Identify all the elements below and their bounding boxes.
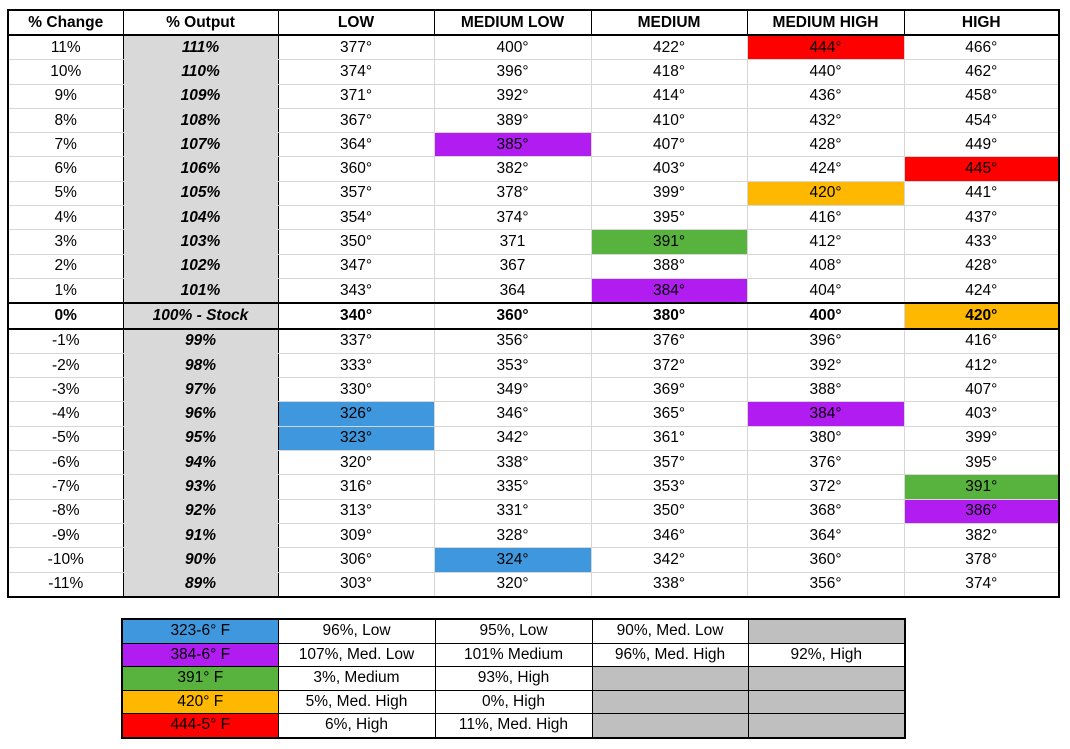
cell-medium-low: 385° xyxy=(434,133,591,157)
cell-pct-change: -6% xyxy=(8,451,123,475)
legend-empty-cell xyxy=(748,714,905,738)
cell-pct-output: 110% xyxy=(123,60,278,84)
cell-pct-change: 8% xyxy=(8,108,123,132)
cell-pct-change: -11% xyxy=(8,572,123,597)
cell-medium-low: 378° xyxy=(434,181,591,205)
cell-medium-high: 440° xyxy=(747,60,904,84)
cell-medium-high: 376° xyxy=(747,451,904,475)
cell-medium-high: 416° xyxy=(747,206,904,230)
legend-color-label: 384-6° F xyxy=(122,643,278,667)
column-header-medium: MEDIUM xyxy=(591,10,747,35)
cell-medium-high: 392° xyxy=(747,353,904,377)
cell-low: 347° xyxy=(278,254,434,278)
cell-medium-high: 444° xyxy=(747,35,904,60)
cell-high: 407° xyxy=(904,378,1059,402)
legend-empty-cell xyxy=(748,619,905,643)
cell-pct-change: 2% xyxy=(8,254,123,278)
cell-medium: 418° xyxy=(591,60,747,84)
cell-pct-output: 111% xyxy=(123,35,278,60)
cell-medium-low: 328° xyxy=(434,523,591,547)
cell-low: 377° xyxy=(278,35,434,60)
cell-medium-low: 346° xyxy=(434,402,591,426)
legend-entry: 11%, Med. High xyxy=(435,714,592,738)
legend-row xyxy=(122,667,905,691)
cell-medium: 361° xyxy=(591,426,747,450)
cell-pct-change: 10% xyxy=(8,60,123,84)
cell-low: 330° xyxy=(278,378,434,402)
cell-medium: 365° xyxy=(591,402,747,426)
cell-pct-change: 3% xyxy=(8,230,123,254)
cell-medium-high: 384° xyxy=(747,402,904,426)
cell-low: 340° xyxy=(278,303,434,328)
cell-medium-high: 356° xyxy=(747,572,904,597)
table-row xyxy=(8,157,1059,181)
cell-pct-change: 9% xyxy=(8,84,123,108)
cell-medium: 357° xyxy=(591,451,747,475)
cell-medium-low: 331° xyxy=(434,499,591,523)
cell-pct-output: 109% xyxy=(123,84,278,108)
table-row xyxy=(8,499,1059,523)
cell-pct-output: 107% xyxy=(123,133,278,157)
cell-medium: 353° xyxy=(591,475,747,499)
cell-high: 462° xyxy=(904,60,1059,84)
cell-low: 306° xyxy=(278,548,434,572)
legend-entry: 95%, Low xyxy=(435,619,592,643)
cell-high: 382° xyxy=(904,523,1059,547)
cell-medium: 369° xyxy=(591,378,747,402)
cell-high: 386° xyxy=(904,499,1059,523)
legend-row xyxy=(122,643,905,667)
temperature-output-table xyxy=(7,9,1060,598)
column-header-low: LOW xyxy=(278,10,434,35)
legend-color-label: 323-6° F xyxy=(122,619,278,643)
color-legend-table xyxy=(121,618,906,739)
cell-medium-low: 360° xyxy=(434,303,591,328)
cell-medium-low: 353° xyxy=(434,353,591,377)
table-row xyxy=(8,475,1059,499)
cell-medium-high: 364° xyxy=(747,523,904,547)
cell-low: 371° xyxy=(278,84,434,108)
cell-medium-low: 396° xyxy=(434,60,591,84)
cell-high: 428° xyxy=(904,254,1059,278)
table-row xyxy=(8,378,1059,402)
cell-low: 350° xyxy=(278,230,434,254)
legend-row xyxy=(122,619,905,643)
legend-entry: 96%, Low xyxy=(278,619,435,643)
cell-medium: 372° xyxy=(591,353,747,377)
cell-pct-output: 102% xyxy=(123,254,278,278)
cell-medium-low: 335° xyxy=(434,475,591,499)
table-row xyxy=(8,278,1059,303)
cell-low: 309° xyxy=(278,523,434,547)
cell-low: 367° xyxy=(278,108,434,132)
column-header-medium-high: MEDIUM HIGH xyxy=(747,10,904,35)
cell-low: 323° xyxy=(278,426,434,450)
cell-medium-high: 428° xyxy=(747,133,904,157)
table-row xyxy=(8,84,1059,108)
cell-low: 354° xyxy=(278,206,434,230)
cell-pct-output: 98% xyxy=(123,353,278,377)
legend-empty-cell xyxy=(748,667,905,691)
table-row xyxy=(8,133,1059,157)
legend-entry: 0%, High xyxy=(435,690,592,714)
cell-pct-change: -8% xyxy=(8,499,123,523)
legend-empty-cell xyxy=(748,690,905,714)
cell-low: 360° xyxy=(278,157,434,181)
cell-medium-high: 396° xyxy=(747,329,904,354)
cell-medium: 376° xyxy=(591,329,747,354)
legend-empty-cell xyxy=(592,667,748,691)
cell-high: 424° xyxy=(904,278,1059,303)
table-row xyxy=(8,353,1059,377)
cell-medium: 342° xyxy=(591,548,747,572)
cell-pct-output: 106% xyxy=(123,157,278,181)
table-row xyxy=(8,108,1059,132)
cell-medium-high: 408° xyxy=(747,254,904,278)
cell-medium: 380° xyxy=(591,303,747,328)
cell-medium-high: 404° xyxy=(747,278,904,303)
cell-medium-high: 424° xyxy=(747,157,904,181)
cell-pct-output: 100% - Stock xyxy=(123,303,278,328)
cell-high: 466° xyxy=(904,35,1059,60)
cell-pct-change: 11% xyxy=(8,35,123,60)
table-row xyxy=(8,548,1059,572)
cell-low: 316° xyxy=(278,475,434,499)
table-row xyxy=(8,426,1059,450)
cell-pct-output: 94% xyxy=(123,451,278,475)
cell-high: 395° xyxy=(904,451,1059,475)
cell-medium-low: 392° xyxy=(434,84,591,108)
cell-high: 458° xyxy=(904,84,1059,108)
column-header-medium-low: MEDIUM LOW xyxy=(434,10,591,35)
legend-entry: 5%, Med. High xyxy=(278,690,435,714)
table-row xyxy=(8,572,1059,597)
cell-pct-output: 104% xyxy=(123,206,278,230)
cell-medium-low: 371 xyxy=(434,230,591,254)
cell-pct-change: -5% xyxy=(8,426,123,450)
cell-high: 454° xyxy=(904,108,1059,132)
column-header-pct-output: % Output xyxy=(123,10,278,35)
cell-medium: 346° xyxy=(591,523,747,547)
cell-high: 412° xyxy=(904,353,1059,377)
cell-pct-change: 4% xyxy=(8,206,123,230)
cell-pct-output: 92% xyxy=(123,499,278,523)
legend-color-label: 420° F xyxy=(122,690,278,714)
table-row xyxy=(8,254,1059,278)
legend-entry: 90%, Med. Low xyxy=(592,619,748,643)
legend-row xyxy=(122,690,905,714)
cell-pct-change: -10% xyxy=(8,548,123,572)
cell-medium-low: 374° xyxy=(434,206,591,230)
cell-medium: 388° xyxy=(591,254,747,278)
cell-pct-output: 105% xyxy=(123,181,278,205)
table-row xyxy=(8,230,1059,254)
cell-pct-change: 5% xyxy=(8,181,123,205)
cell-medium-high: 432° xyxy=(747,108,904,132)
cell-low: 374° xyxy=(278,60,434,84)
cell-pct-output: 93% xyxy=(123,475,278,499)
cell-pct-output: 97% xyxy=(123,378,278,402)
cell-medium-high: 360° xyxy=(747,548,904,572)
table-row xyxy=(8,60,1059,84)
cell-pct-output: 89% xyxy=(123,572,278,597)
cell-medium: 350° xyxy=(591,499,747,523)
column-header-high: HIGH xyxy=(904,10,1059,35)
legend-empty-cell xyxy=(592,714,748,738)
cell-medium: 414° xyxy=(591,84,747,108)
cell-high: 420° xyxy=(904,303,1059,328)
cell-high: 416° xyxy=(904,329,1059,354)
cell-medium-low: 349° xyxy=(434,378,591,402)
cell-pct-change: -3% xyxy=(8,378,123,402)
table-row xyxy=(8,329,1059,354)
cell-high: 441° xyxy=(904,181,1059,205)
cell-pct-output: 101% xyxy=(123,278,278,303)
table-row xyxy=(8,303,1059,328)
cell-low: 333° xyxy=(278,353,434,377)
cell-low: 343° xyxy=(278,278,434,303)
cell-medium: 391° xyxy=(591,230,747,254)
cell-pct-change: 0% xyxy=(8,303,123,328)
cell-medium-low: 320° xyxy=(434,572,591,597)
legend-entry: 6%, High xyxy=(278,714,435,738)
legend-color-label: 444-5° F xyxy=(122,714,278,738)
cell-low: 320° xyxy=(278,451,434,475)
cell-pct-output: 108% xyxy=(123,108,278,132)
column-header-pct-change: % Change xyxy=(8,10,123,35)
cell-medium-high: 368° xyxy=(747,499,904,523)
legend-entry: 93%, High xyxy=(435,667,592,691)
cell-pct-change: -7% xyxy=(8,475,123,499)
cell-medium: 338° xyxy=(591,572,747,597)
cell-medium-high: 400° xyxy=(747,303,904,328)
cell-medium: 403° xyxy=(591,157,747,181)
legend-row xyxy=(122,714,905,738)
cell-pct-change: -1% xyxy=(8,329,123,354)
cell-pct-output: 95% xyxy=(123,426,278,450)
cell-medium-low: 356° xyxy=(434,329,591,354)
cell-high: 449° xyxy=(904,133,1059,157)
legend-entry: 3%, Medium xyxy=(278,667,435,691)
cell-medium: 399° xyxy=(591,181,747,205)
cell-medium-high: 372° xyxy=(747,475,904,499)
table-row xyxy=(8,181,1059,205)
cell-high: 433° xyxy=(904,230,1059,254)
cell-medium-low: 324° xyxy=(434,548,591,572)
cell-high: 437° xyxy=(904,206,1059,230)
cell-pct-change: 1% xyxy=(8,278,123,303)
cell-high: 399° xyxy=(904,426,1059,450)
cell-medium: 407° xyxy=(591,133,747,157)
table-row xyxy=(8,35,1059,60)
legend-entry: 92%, High xyxy=(748,643,905,667)
cell-medium-low: 342° xyxy=(434,426,591,450)
cell-medium-low: 400° xyxy=(434,35,591,60)
legend-entry: 96%, Med. High xyxy=(592,643,748,667)
cell-pct-output: 99% xyxy=(123,329,278,354)
cell-pct-change: -2% xyxy=(8,353,123,377)
cell-medium-low: 389° xyxy=(434,108,591,132)
cell-medium-low: 338° xyxy=(434,451,591,475)
cell-medium-high: 436° xyxy=(747,84,904,108)
header-row xyxy=(8,10,1059,35)
legend-color-label: 391° F xyxy=(122,667,278,691)
cell-pct-output: 90% xyxy=(123,548,278,572)
cell-medium: 410° xyxy=(591,108,747,132)
legend-empty-cell xyxy=(592,690,748,714)
cell-medium: 384° xyxy=(591,278,747,303)
cell-medium: 395° xyxy=(591,206,747,230)
table-row xyxy=(8,402,1059,426)
cell-pct-output: 96% xyxy=(123,402,278,426)
cell-pct-change: 6% xyxy=(8,157,123,181)
cell-high: 403° xyxy=(904,402,1059,426)
cell-medium-high: 420° xyxy=(747,181,904,205)
legend-entry: 107%, Med. Low xyxy=(278,643,435,667)
cell-pct-change: 7% xyxy=(8,133,123,157)
cell-low: 337° xyxy=(278,329,434,354)
table-row xyxy=(8,206,1059,230)
cell-high: 391° xyxy=(904,475,1059,499)
cell-high: 378° xyxy=(904,548,1059,572)
legend-entry: 101% Medium xyxy=(435,643,592,667)
cell-low: 313° xyxy=(278,499,434,523)
cell-medium-low: 367 xyxy=(434,254,591,278)
cell-low: 303° xyxy=(278,572,434,597)
cell-medium: 422° xyxy=(591,35,747,60)
cell-low: 357° xyxy=(278,181,434,205)
cell-low: 326° xyxy=(278,402,434,426)
cell-pct-change: -4% xyxy=(8,402,123,426)
cell-high: 445° xyxy=(904,157,1059,181)
cell-low: 364° xyxy=(278,133,434,157)
cell-medium-high: 412° xyxy=(747,230,904,254)
cell-medium-high: 388° xyxy=(747,378,904,402)
cell-medium-low: 364 xyxy=(434,278,591,303)
cell-pct-output: 103% xyxy=(123,230,278,254)
cell-pct-output: 91% xyxy=(123,523,278,547)
cell-medium-low: 382° xyxy=(434,157,591,181)
cell-medium-high: 380° xyxy=(747,426,904,450)
cell-high: 374° xyxy=(904,572,1059,597)
cell-pct-change: -9% xyxy=(8,523,123,547)
table-row xyxy=(8,523,1059,547)
table-row xyxy=(8,451,1059,475)
